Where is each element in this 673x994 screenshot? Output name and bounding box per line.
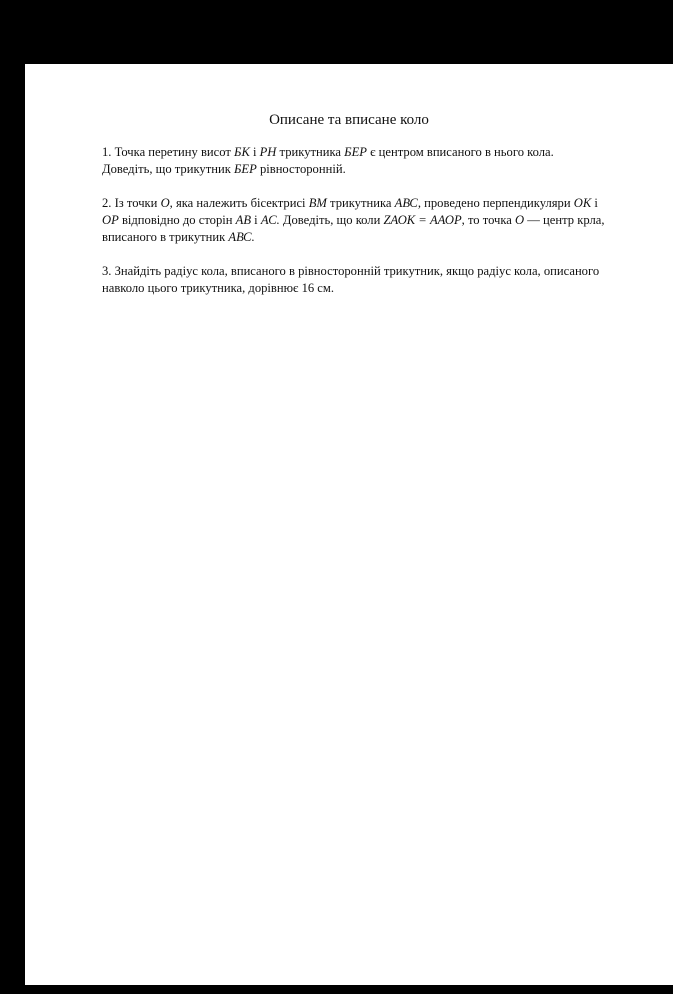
text-run: 2. Із точки bbox=[102, 196, 161, 210]
text-line bbox=[102, 229, 637, 246]
text-run: яка належить бісектрисі bbox=[172, 196, 309, 210]
math-term: БЕР bbox=[233, 162, 257, 176]
math-term: АВС, bbox=[394, 196, 421, 210]
problem-text bbox=[102, 195, 637, 246]
math-term: О, bbox=[160, 196, 173, 210]
text-line bbox=[102, 263, 637, 280]
math-term: ZАОК = ААОР bbox=[383, 213, 462, 227]
problem-list bbox=[102, 144, 637, 314]
problem-2 bbox=[102, 195, 637, 246]
math-term: АВС. bbox=[228, 230, 255, 244]
problem-text bbox=[102, 263, 637, 297]
document-page bbox=[25, 64, 673, 985]
text-run: є центром вписаного в нього кола. bbox=[366, 145, 554, 159]
text-line bbox=[102, 161, 637, 178]
text-run: рівносторонній. bbox=[256, 162, 346, 176]
math-term: О bbox=[515, 213, 525, 227]
text-run: відповідно до сторін bbox=[118, 213, 236, 227]
text-line bbox=[102, 280, 637, 297]
text-run: і bbox=[251, 213, 261, 227]
text-run: вписаного в трикутник bbox=[102, 230, 229, 244]
text-run: проведено перпендикуляри bbox=[420, 196, 574, 210]
text-run: і bbox=[249, 145, 260, 159]
text-run: — центр крла, bbox=[524, 213, 605, 227]
problem-1 bbox=[102, 144, 637, 178]
math-term: БЕР bbox=[344, 145, 367, 159]
math-term: ОК bbox=[573, 196, 592, 210]
text-run: і bbox=[591, 196, 598, 210]
text-run: Доведіть, що трикутник bbox=[102, 162, 234, 176]
text-line bbox=[102, 212, 637, 229]
text-run: 1. Точка перетину висот bbox=[102, 145, 235, 159]
text-run: Доведіть, що коли bbox=[279, 213, 384, 227]
math-term: РН bbox=[259, 145, 277, 159]
text-run: , то точка bbox=[461, 213, 516, 227]
math-term: ОР bbox=[102, 213, 119, 227]
problem-3 bbox=[102, 263, 637, 297]
page-title: Описане та вписане коло bbox=[269, 112, 429, 128]
math-term: АС. bbox=[260, 213, 280, 227]
math-term: АВ bbox=[235, 213, 252, 227]
text-line bbox=[102, 144, 637, 161]
text-line bbox=[102, 195, 637, 212]
math-term: ВМ bbox=[308, 196, 327, 210]
text-run: трикутника bbox=[276, 145, 345, 159]
problem-text bbox=[102, 144, 637, 178]
text-run: 3. Знайдіть радіус кола, вписаного в рівносторонній трикутник, якщо радіус кола, описаного bbox=[102, 264, 600, 278]
math-term: БК bbox=[234, 145, 250, 159]
text-run: навколо цього трикутника, дорівнює 16 см. bbox=[102, 281, 335, 295]
text-run: трикутника bbox=[326, 196, 395, 210]
